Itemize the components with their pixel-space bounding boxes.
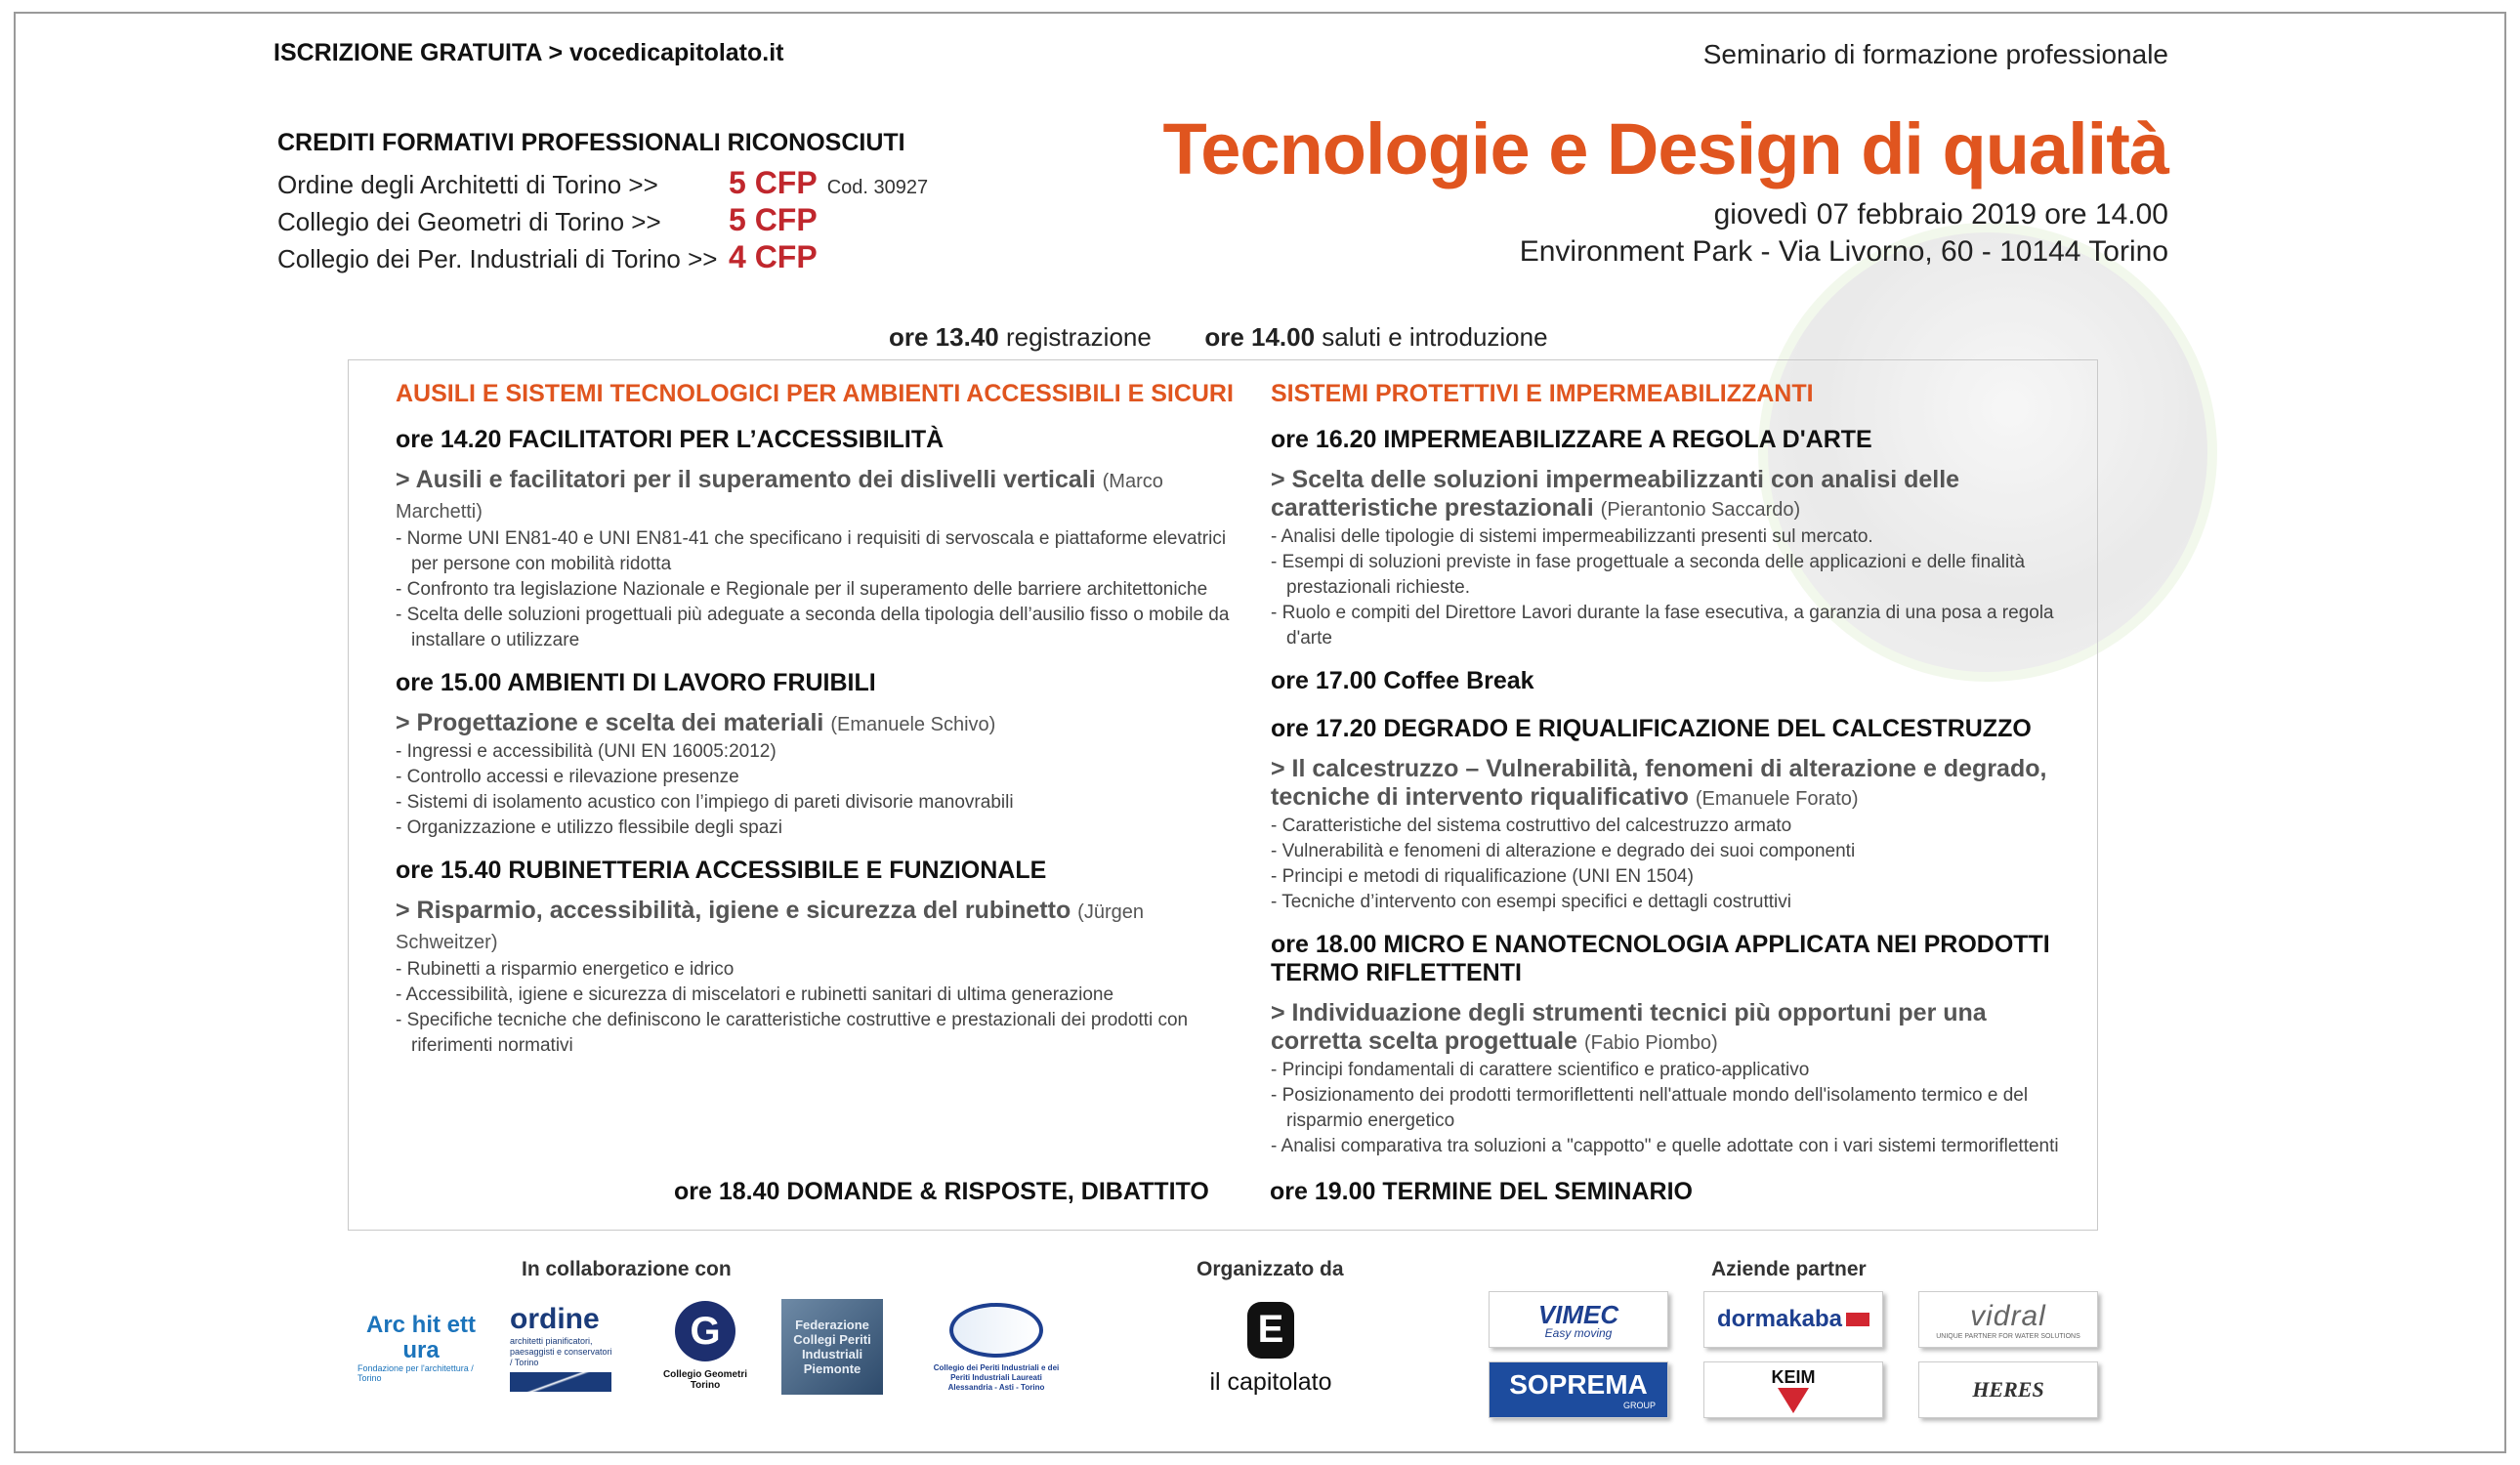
speaker: (Fabio Piombo) xyxy=(1583,1032,1718,1054)
logo-tagline: architetti pianificatori, paesaggisti e conservatori / Torino xyxy=(510,1335,612,1367)
event-date: giovedì 07 febbraio 2019 ore 14.00 xyxy=(1713,198,2168,230)
credit-org: Collegio dei Geometri di Torino >> xyxy=(277,207,661,236)
right-column xyxy=(1271,380,2072,1175)
ordine-architetti-logo xyxy=(510,1301,615,1393)
collab-label: In collaborazione con xyxy=(522,1258,732,1280)
bullet-item: - Posizionamento dei prodotti termoriflettenti nell'attuale mondo dell'isolamento termico e del risparmio energetico xyxy=(1271,1085,2029,1131)
partner-tagline: GROUP xyxy=(1622,1401,1656,1410)
partner-name: KEIM xyxy=(1771,1366,1816,1387)
keim-mark xyxy=(1778,1388,1809,1413)
partner-name: VIMEC xyxy=(1537,1299,1619,1329)
collegio-periti-logo xyxy=(928,1299,1065,1397)
credit-org: Collegio dei Per. Industriali di Torino >> xyxy=(277,244,718,273)
bullet-item: - Accessibilità, igiene e sicurezza di miscelatori e rubinetti sanitari di ultima generazione xyxy=(396,984,1114,1005)
talk-text: > Ausili e facilitatori per il superamento dei dislivelli verticali xyxy=(396,466,1096,493)
session-title: ore 18.00 MICRO E NANOTECNOLOGIA APPLICATA NEI PRODOTTI TERMO RIFLETTENTI xyxy=(1271,931,2050,986)
bullet-item: - Sistemi di isolamento acustico con l’impiego di pareti divisorie manovrabili xyxy=(396,792,1014,813)
speaker: (Marco Marchetti) xyxy=(396,471,1163,523)
page-title: Tecnologie e Design di qualità xyxy=(1162,108,2168,189)
session-title: ore 16.20 IMPERMEABILIZZARE A REGOLA D'ARTE xyxy=(1271,426,1872,453)
credits-title: CREDITI FORMATIVI PROFESSIONALI RICONOSCIUTI xyxy=(277,129,905,156)
talk-text: > Risparmio, accessibilità, igiene e sicurezza del rubinetto xyxy=(396,897,1071,924)
bullet-item: - Tecniche d’intervento con esempi specifici e dettagli costruttivi xyxy=(1271,892,1791,912)
session-title: ore 17.20 DEGRADO E RIQUALIFICAZIONE DEL CALCESTRUZZO xyxy=(1271,715,2032,742)
partners-label: Aziende partner xyxy=(1711,1258,1867,1280)
opening-label-1: registrazione xyxy=(1005,322,1152,352)
bullet-list xyxy=(1271,1058,2072,1159)
bullet-item: - Organizzazione e utilizzo flessibile degli spazi xyxy=(396,817,783,838)
opening-schedule xyxy=(889,322,1548,353)
bullet-item: - Controllo accessi e rilevazione presenze xyxy=(396,767,739,787)
speaker: (Emanuele Schivo) xyxy=(830,714,996,735)
opening-time-1: ore 13.40 xyxy=(889,322,999,352)
vidral-logo xyxy=(1918,1291,2098,1348)
section-title: SISTEMI PROTETTIVI E IMPERMEABILIZZANTI xyxy=(1271,380,1814,407)
credit-code: Cod. 30927 xyxy=(826,177,929,198)
bullet-item: - Principi fondamentali di carattere scientifico e pratico-applicativo xyxy=(1271,1060,1810,1080)
logo-tagline: Collegio Geometri Torino xyxy=(662,1369,748,1391)
federazione-periti-logo xyxy=(781,1299,883,1395)
heres-logo xyxy=(1918,1361,2098,1418)
partner-name: SOPREMA xyxy=(1509,1369,1648,1400)
coffee-break: ore 17.00 Coffee Break xyxy=(1271,667,1534,694)
partner-name: vidral xyxy=(1970,1299,2046,1332)
bullet-list xyxy=(396,739,1236,841)
soprema-logo xyxy=(1489,1361,1668,1418)
il-capitolato-logo xyxy=(1188,1295,1354,1402)
bullet-list xyxy=(1271,524,2072,651)
bullet-item: - Ruolo e compiti del Direttore Lavori durante la fase esecutiva, a garanzia di una posa a regola d'arte xyxy=(1271,603,2054,649)
opening-time-2: ore 14.00 xyxy=(1204,322,1316,352)
bullet-item: - Vulnerabilità e fenomeni di alterazione e degrado dei suoi componenti xyxy=(1271,841,1856,861)
partner-tagline: Easy moving xyxy=(1544,1325,1613,1340)
talk-text: > Il calcestruzzo – Vulnerabilità, fenomeni di alterazione e degrado, tecniche di intervento riqualificativo xyxy=(1271,755,2047,811)
bullet-item: - Scelta delle soluzioni progettuali più adeguate a seconda della tipologia dell’ausilio fisso o mobile da installare o utilizzare xyxy=(396,605,1230,650)
bullet-item: - Analisi comparativa tra soluzioni a "cappotto" e quelle adottate con i vari sistemi termoriflettenti xyxy=(1271,1136,2059,1156)
talk-text: > Progettazione e scelta dei materiali xyxy=(396,709,824,736)
logo-tagline: Fondazione per l'architettura / Torino xyxy=(357,1363,474,1383)
event-venue: Environment Park - Via Livorno, 60 - 10144 Torino xyxy=(1519,235,2168,268)
talk-title xyxy=(396,897,1236,957)
talk-title xyxy=(1271,466,2072,524)
bullet-item: - Principi e metodi di riqualificazione (UNI EN 1504) xyxy=(1271,866,1694,887)
left-column xyxy=(396,380,1236,1074)
session-title: ore 14.20 FACILITATORI PER L’ACCESSIBILITÀ xyxy=(396,426,945,453)
bullet-item: - Confronto tra legislazione Nazionale e Regionale per il superamento delle barriere architettoniche xyxy=(396,579,1208,600)
programme-box xyxy=(348,359,2098,1231)
talk-text: > Scelta delle soluzioni impermeabilizzanti con analisi delle caratteristiche prestazionali xyxy=(1271,466,1960,522)
credit-row xyxy=(277,165,928,202)
credit-value: 5 CFP xyxy=(729,165,818,200)
event-type: Seminario di formazione professionale xyxy=(1702,39,2168,69)
session-title: ore 15.00 AMBIENTI DI LAVORO FRUIBILI xyxy=(396,669,876,696)
speaker: (Emanuele Forato) xyxy=(1695,788,1859,810)
organizer-label: Organizzato da xyxy=(1197,1258,1344,1280)
logo-tagline: Collegio dei Periti Industriali e dei Periti Industriali Laureati Alessandria - Asti - Torino xyxy=(933,1363,1060,1392)
speaker: (Jürgen Schweitzer) xyxy=(396,901,1144,953)
logo-glyph: G xyxy=(675,1301,735,1361)
bullet-list xyxy=(1271,814,2072,915)
logo-glyph: E xyxy=(1247,1302,1294,1359)
bullet-item: - Norme UNI EN81-40 e UNI EN81-41 che specificano i requisiti di servoscala e piattaforme elevatrici per persone con mobilità ridotta xyxy=(396,528,1227,574)
bullet-list xyxy=(396,957,1236,1059)
collegio-geometri-logo xyxy=(651,1295,760,1397)
partner-name: HERES xyxy=(1972,1377,2044,1402)
opening-label-2: saluti e introduzione xyxy=(1322,322,1548,352)
hero xyxy=(1163,107,2168,269)
bullet-item: - Specifiche tecniche che definiscono le caratteristiche costruttive e prestazionali dei prodotti con riferimenti normativi xyxy=(396,1010,1189,1056)
credit-value: 4 CFP xyxy=(729,239,818,274)
closing-end: ore 19.00 TERMINE DEL SEMINARIO xyxy=(1270,1178,1693,1205)
talk-text: > Individuazione degli strumenti tecnici più opportuni per una corretta scelta progettuale xyxy=(1271,999,1987,1055)
credit-value: 5 CFP xyxy=(729,202,818,237)
partner-tagline: UNIQUE PARTNER FOR WATER SOLUTIONS xyxy=(1936,1332,2080,1340)
bullet-item: - Ingressi e accessibilità (UNI EN 16005:2012) xyxy=(396,741,777,762)
partner-name: dormakaba xyxy=(1716,1306,1843,1332)
bullet-item: - Analisi delle tipologie di sistemi impermeabilizzanti presenti sul mercato. xyxy=(1271,526,1873,547)
talk-title xyxy=(1271,755,2072,814)
logo-shape xyxy=(510,1372,611,1392)
bullet-item: - Caratteristiche del sistema costruttivo del calcestruzzo armato xyxy=(1271,816,1792,836)
vimec-logo xyxy=(1489,1291,1668,1348)
organizer-name: il capitolato xyxy=(1209,1367,1332,1396)
closing-qa: ore 18.40 DOMANDE & RISPOSTE, DIBATTITO xyxy=(674,1178,1209,1205)
bullet-item: - Esempi di soluzioni previste in fase progettuale a seconda delle applicazioni e delle finalità prestazionali richieste. xyxy=(1271,552,2026,598)
credit-row xyxy=(277,202,928,239)
logo-shape xyxy=(949,1303,1043,1358)
keim-logo xyxy=(1703,1361,1883,1418)
logo-wordmark: Federazione Collegi Periti Industriali Piemonte xyxy=(793,1318,871,1376)
dormakaba-logo xyxy=(1703,1291,1883,1348)
talk-title xyxy=(396,709,1236,739)
talk-title xyxy=(396,466,1236,526)
credits-block xyxy=(277,129,928,276)
session-title: ore 15.40 RUBINETTERIA ACCESSIBILE E FUNZIONALE xyxy=(396,857,1047,884)
fondazione-architettura-logo xyxy=(357,1299,484,1397)
bullet-item: - Rubinetti a risparmio energetico e idrico xyxy=(396,959,735,980)
talk-title xyxy=(1271,999,2072,1058)
bullet-list xyxy=(396,526,1236,653)
registration-link[interactable]: ISCRIZIONE GRATUITA > vocedicapitolato.it xyxy=(273,39,784,66)
speaker: (Pierantonio Saccardo) xyxy=(1600,499,1801,521)
dormakaba-mark xyxy=(1846,1313,1869,1326)
credit-org: Ordine degli Architetti di Torino >> xyxy=(277,170,658,199)
logo-wordmark: Arc hit ett ura xyxy=(365,1312,476,1363)
logo-wordmark: ordine xyxy=(510,1302,600,1335)
credit-row xyxy=(277,239,928,276)
section-title: AUSILI E SISTEMI TECNOLOGICI PER AMBIENTI ACCESSIBILI E SICURI xyxy=(396,380,1234,407)
